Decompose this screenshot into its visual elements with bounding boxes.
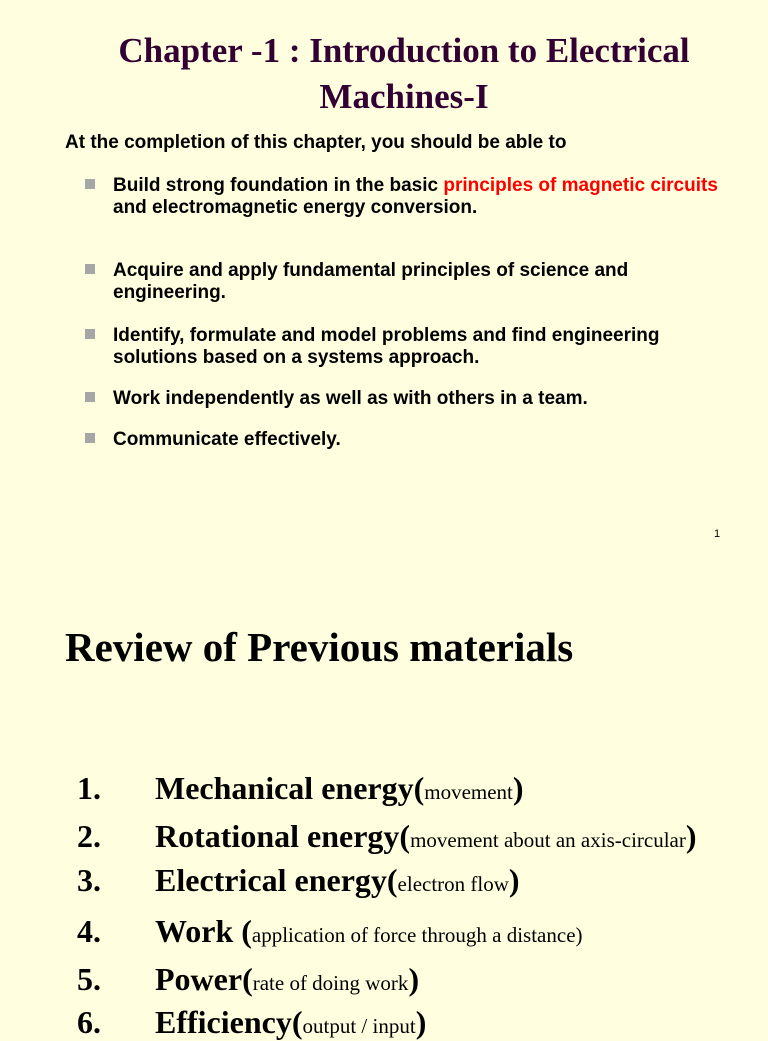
item-definition: electron flow [397, 872, 509, 896]
objective-text: Communicate effectively. [113, 429, 341, 450]
item-definition: movement about an axis-circular [410, 828, 686, 852]
item-number: 5. [77, 961, 101, 997]
item-number: 4. [77, 913, 101, 949]
objective-text: Build strong foundation in the basic principles of magnetic circuits and electromagnetic energy conversion. [113, 175, 718, 218]
square-bullet-icon [85, 179, 95, 189]
item-number: 2. [77, 818, 101, 854]
objective-item [85, 175, 735, 219]
item-definition: application of force through a distance) [251, 923, 583, 947]
item-number: 1. [77, 770, 101, 806]
item-term: Rotational energy(movement about an axis-circular) [155, 818, 697, 854]
item-term: Power(rate of doing work) [155, 961, 420, 997]
review-title: Review of Previous materials [65, 624, 574, 670]
item-number: 6. [77, 1004, 101, 1040]
objective-item [85, 429, 735, 451]
objective-text: Work independently as well as with others in a team. [113, 388, 588, 409]
item-term: Efficiency(output / input) [155, 1004, 427, 1040]
page-number: 1 [714, 528, 721, 540]
chapter-title: Chapter -1 : Introduction to Electrical Machines-I [118, 31, 690, 116]
item-term: Electrical energy(electron flow) [155, 862, 520, 898]
objective-text: Acquire and apply fundamental principles of science and engineering. [113, 260, 629, 303]
square-bullet-icon [85, 264, 95, 274]
item-term: Mechanical energy(movement) [155, 770, 524, 806]
objective-item [85, 260, 735, 304]
square-bullet-icon [85, 329, 95, 339]
item-term: Work (application of force through a distance) [155, 913, 583, 949]
objective-item [85, 325, 735, 369]
square-bullet-icon [85, 392, 95, 402]
item-definition: rate of doing work [252, 971, 409, 995]
chapter-intro: At the completion of this chapter, you should be able to [65, 132, 567, 153]
item-definition: movement [424, 780, 513, 804]
slide-2 [0, 560, 768, 1040]
objective-text: Identify, formulate and model problems and find engineering solutions based on a systems approach. [113, 325, 660, 368]
item-definition: output / input [302, 1014, 416, 1038]
item-number: 3. [77, 862, 101, 898]
objective-item [85, 388, 735, 410]
square-bullet-icon [85, 433, 95, 443]
highlighted-text: principles of magnetic circuits [443, 175, 718, 196]
